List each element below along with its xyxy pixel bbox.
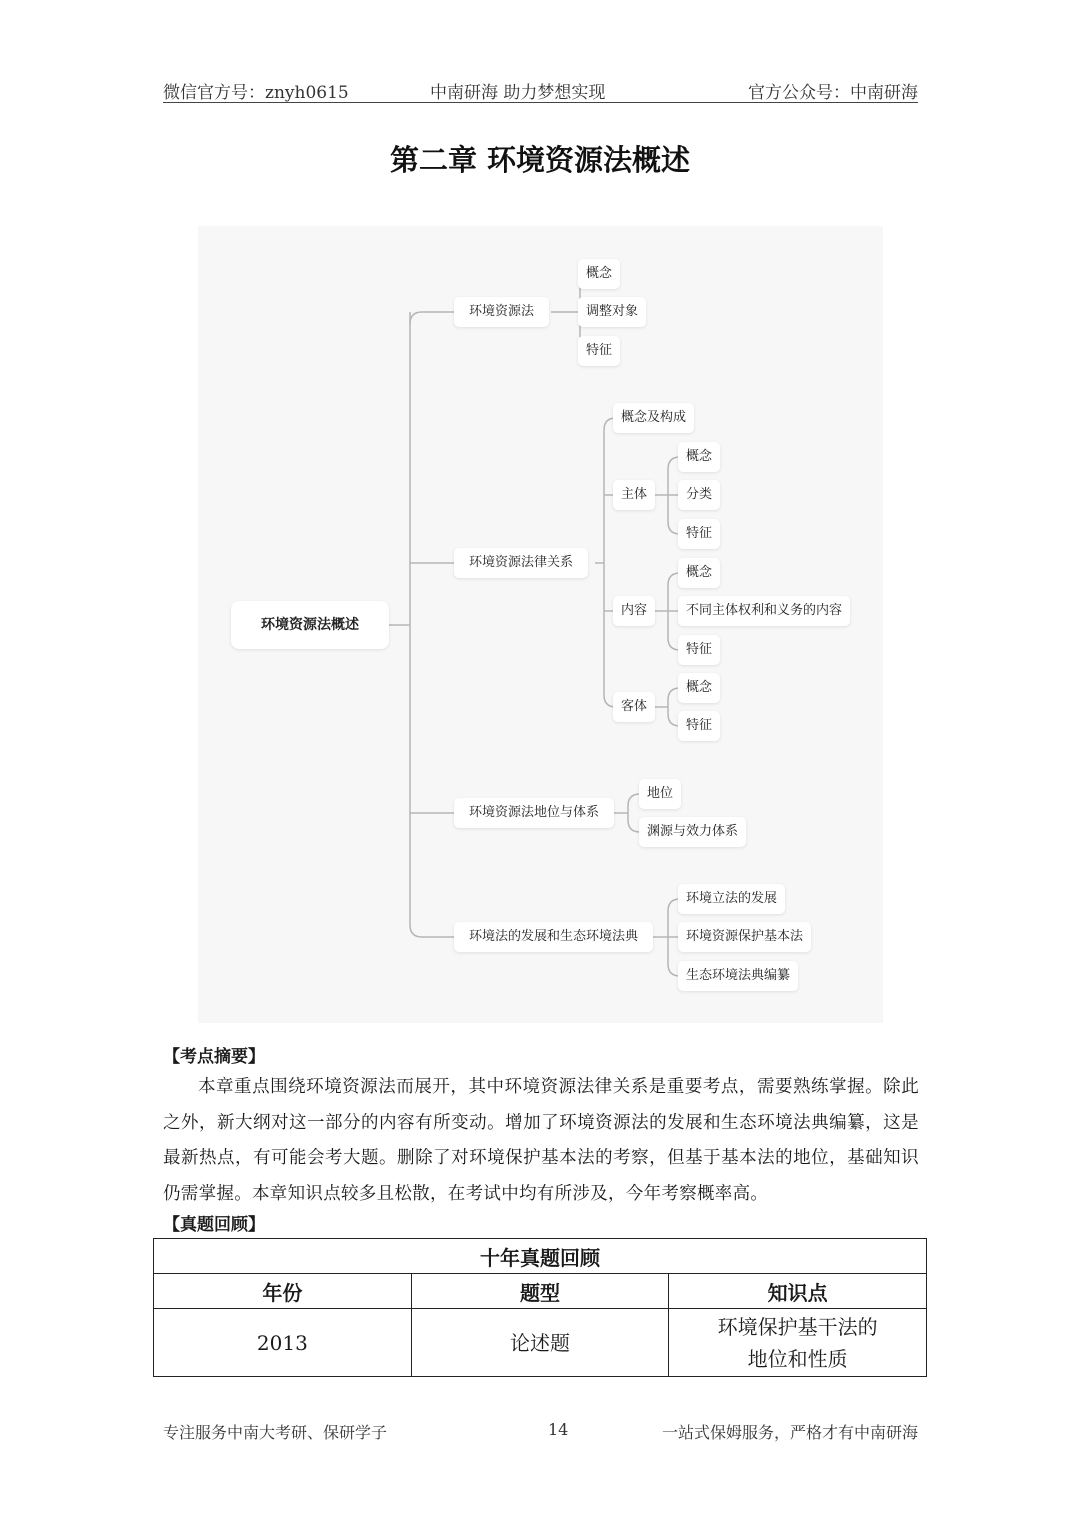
column-header-year: 年份 <box>154 1274 412 1309</box>
mindmap-leaf-sources-effect: 渊源与效力体系 <box>639 817 746 847</box>
header-wechat-id: 微信官方号：znyh0615 <box>163 83 349 103</box>
mindmap-leaf-content-features: 特征 <box>678 635 720 665</box>
header-divider <box>163 102 918 103</box>
review-table <box>153 1238 927 1377</box>
mindmap-node-legal-relationship: 环境资源法律关系 <box>454 548 588 578</box>
mindmap-leaf-rights-obligations: 不同主体权利和义务的内容 <box>678 596 850 626</box>
knowledge-point-line-2: 地位和性质 <box>747 1346 848 1371</box>
header-official-account: 官方公众号：中南研海 <box>748 83 918 103</box>
knowledge-point-line-1: 环境保护基干法的 <box>717 1314 878 1339</box>
page-number: 14 <box>548 1420 569 1439</box>
mindmap-node-development-code: 环境法的发展和生态环境法典 <box>454 922 653 952</box>
mindmap-leaf-status: 地位 <box>639 779 681 809</box>
mindmap-root-node: 环境资源法概述 <box>231 601 389 649</box>
cell-year: 2013 <box>154 1309 412 1377</box>
chapter-title: 第二章 环境资源法概述 <box>389 143 691 177</box>
mindmap-node-environmental-law: 环境资源法 <box>454 297 549 327</box>
review-heading: 【真题回顾】 <box>163 1215 265 1235</box>
mindmap-leaf-object-concept: 概念 <box>678 673 720 703</box>
mindmap-leaf-legislation-development: 环境立法的发展 <box>678 884 785 914</box>
mindmap-leaf-features: 特征 <box>578 336 620 366</box>
mindmap-leaf-subject-concept: 概念 <box>678 442 720 472</box>
review-table-title: 十年真题回顾 <box>154 1239 927 1274</box>
mindmap-leaf-object-features: 特征 <box>678 711 720 741</box>
mindmap-node-status-system: 环境资源法地位与体系 <box>454 798 614 828</box>
footer-slogan-right: 一站式保姆服务，严格才有中南研海 <box>661 1423 918 1442</box>
mindmap-node-content: 内容 <box>613 596 655 626</box>
mindmap-leaf-concept-composition: 概念及构成 <box>613 403 694 433</box>
mindmap-node-subject: 主体 <box>613 480 655 510</box>
mindmap-diagram <box>198 226 883 1023</box>
mindmap-leaf-subject-classification: 分类 <box>678 480 720 510</box>
mindmap-leaf-concept: 概念 <box>578 259 620 289</box>
mindmap-leaf-basic-law: 环境资源保护基本法 <box>678 922 811 952</box>
column-header-knowledge-point: 知识点 <box>669 1274 927 1309</box>
table-row <box>154 1309 927 1377</box>
header-slogan: 中南研海 助力梦想实现 <box>430 83 606 103</box>
summary-heading: 【考点摘要】 <box>163 1047 265 1067</box>
cell-knowledge-point <box>669 1309 927 1377</box>
cell-question-type: 论述题 <box>411 1309 669 1377</box>
mindmap-leaf-adjustment-object: 调整对象 <box>578 297 646 327</box>
footer-slogan-left: 专注服务中南大考研、保研学子 <box>163 1423 388 1442</box>
mindmap-leaf-content-concept: 概念 <box>678 558 720 588</box>
column-header-type: 题型 <box>411 1274 669 1309</box>
mindmap-leaf-code-compilation: 生态环境法典编纂 <box>678 961 798 991</box>
summary-paragraph: 本章重点围绕环境资源法而展开，其中环境资源法律关系是重要考点，需要熟练掌握。除此之外，新大纲对这一部分的内容有所变动。增加了环境资源法的发展和生态环境法典编纂，这是最新热点，有可能会考大题。删除了对环境保护基本法的考察，但基于基本法的地位，基础知识仍需掌握。本章知识点较多且松散，在考试中均有所涉及，今年考察概率高。 <box>163 1077 919 1204</box>
mindmap-leaf-subject-features: 特征 <box>678 519 720 549</box>
mindmap-node-object: 客体 <box>613 692 655 722</box>
